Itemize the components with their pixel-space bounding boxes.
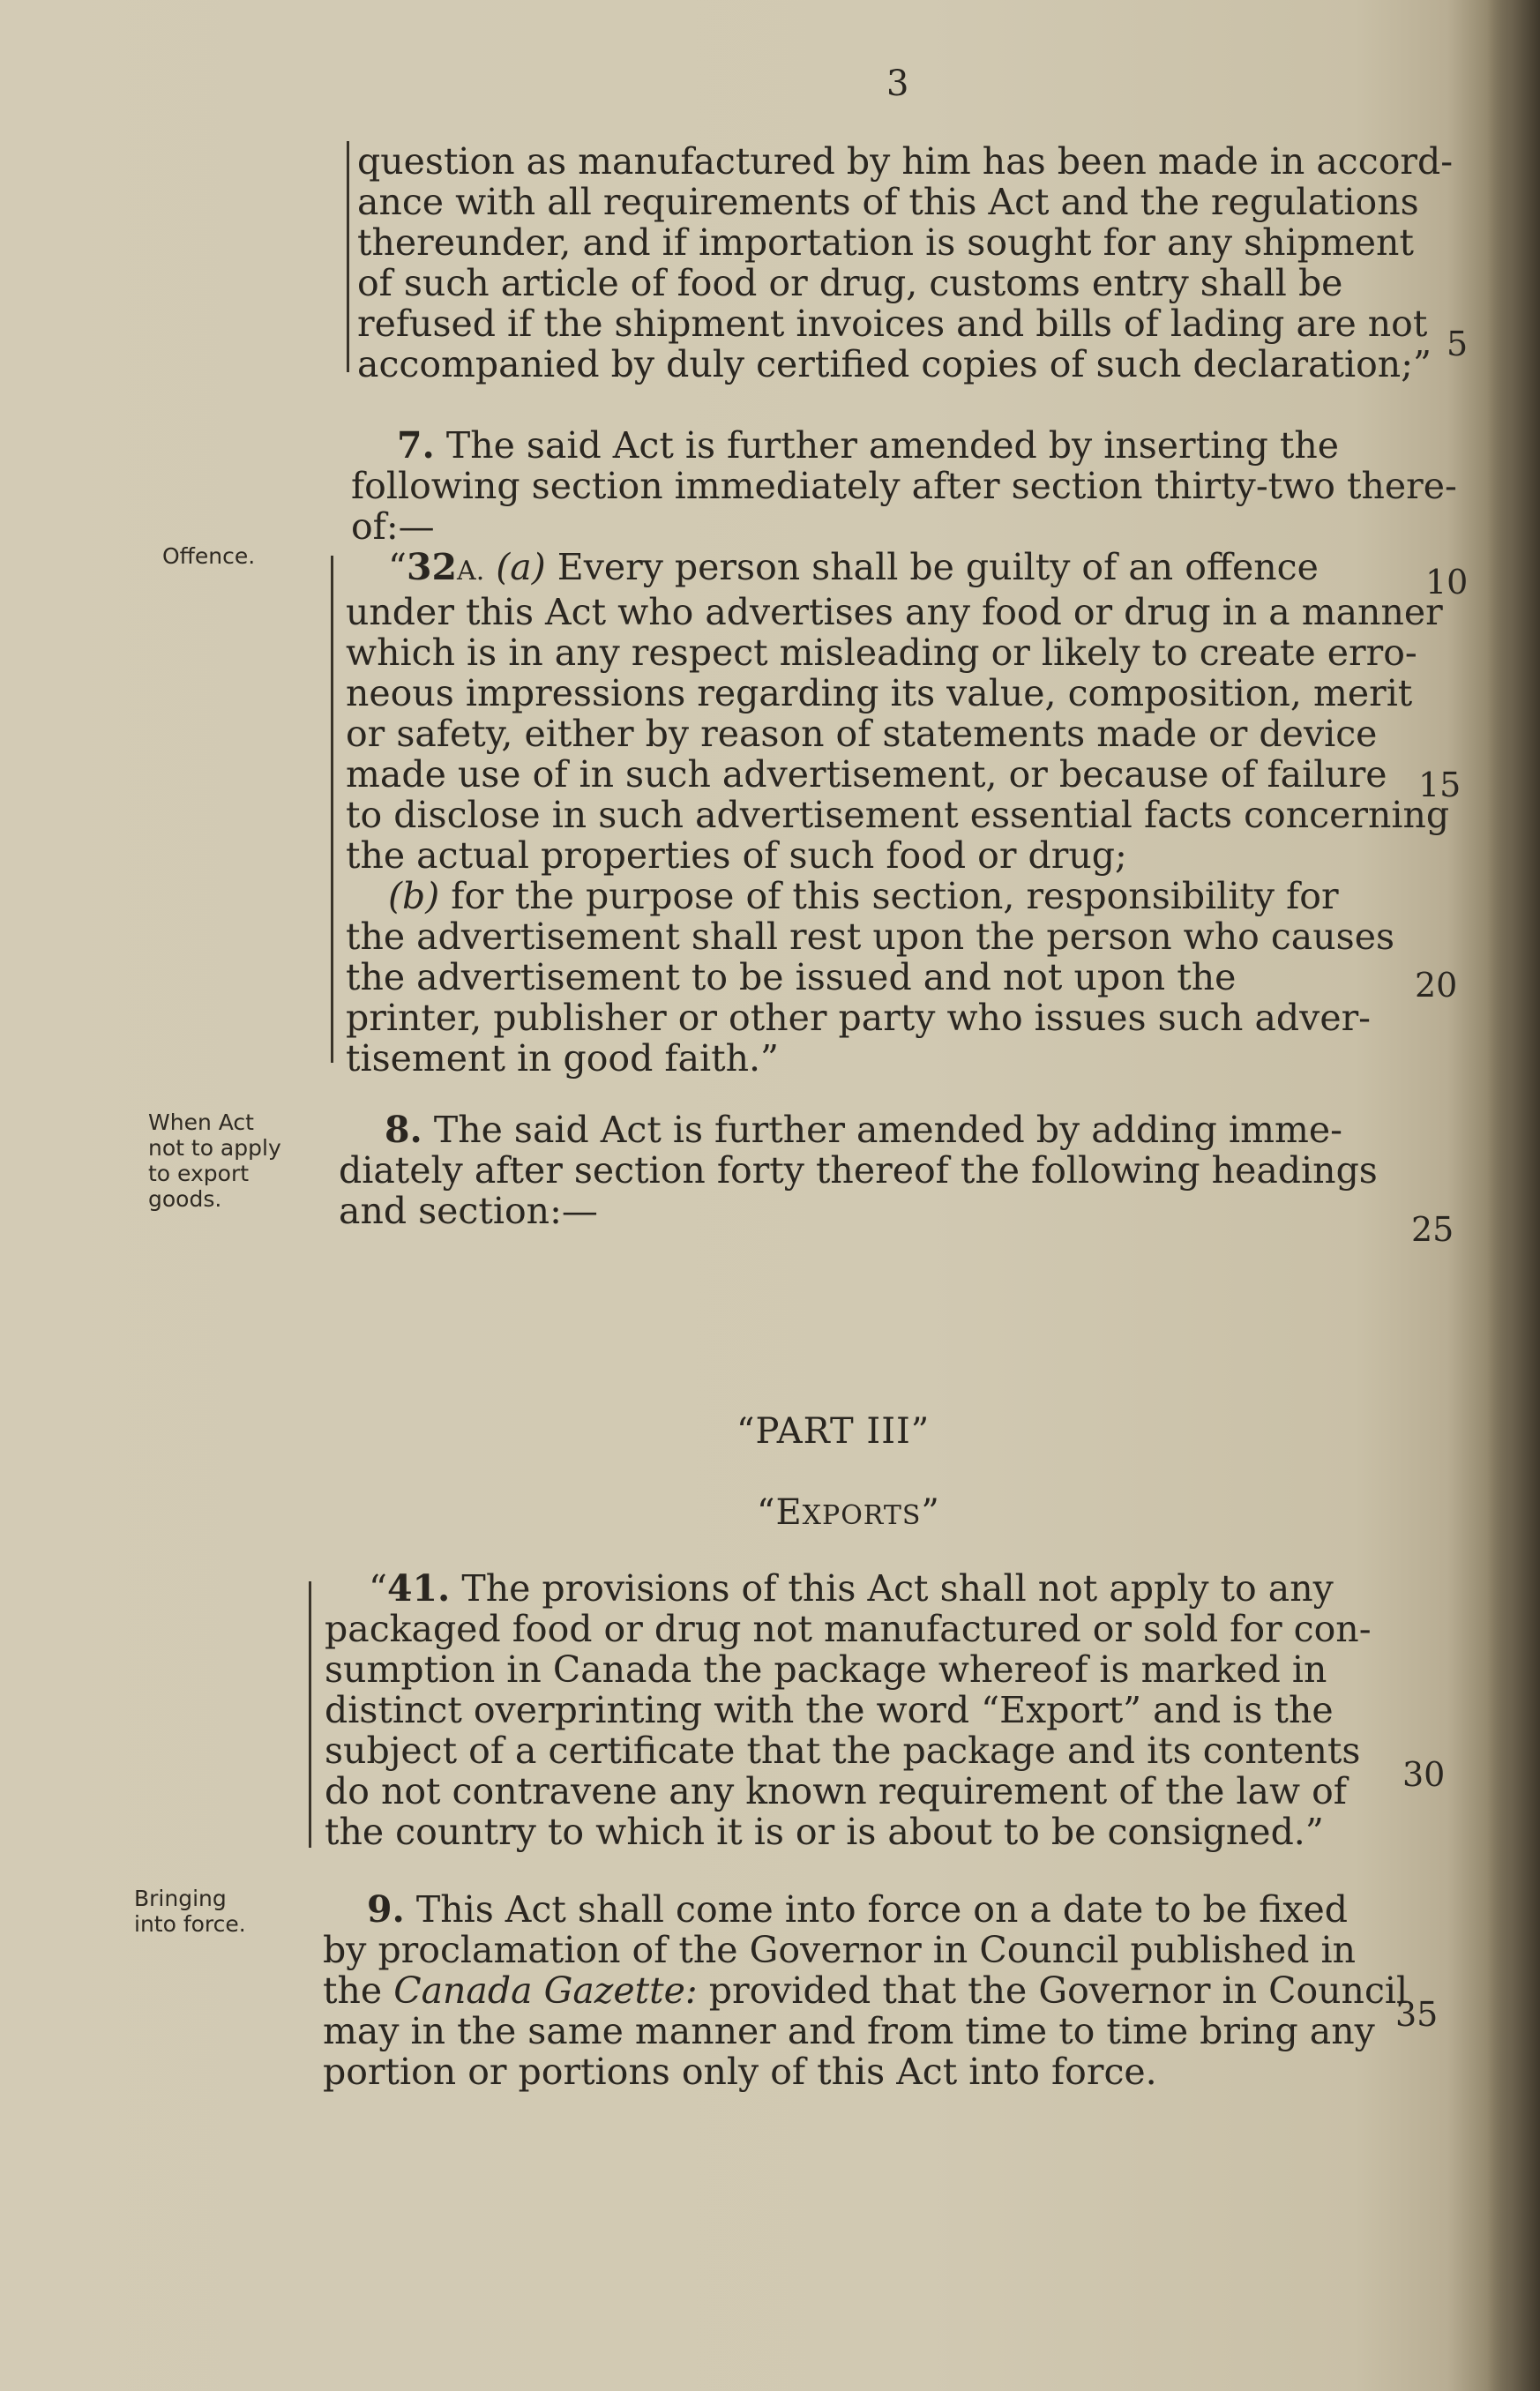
text-line: tisement in good faith.” [346,1037,779,1080]
clause-label: (a) [496,546,546,588]
line-number: 5 [1447,325,1469,363]
text-line [325,1568,1372,1609]
text-line: following section immediately after section thirty-two there- [351,465,1457,507]
text-span: the [323,1969,383,2012]
text-line: which is in any respect misleading or likely to create erro- [346,631,1417,674]
text-line [339,1110,1378,1150]
margin-note-line: into force. [134,1911,246,1937]
text-span: for the purpose of this section, responsibility for [451,875,1339,917]
section-8 [339,1110,1378,1231]
text-line [323,1889,1408,1930]
margin-note-offence: Offence. [162,543,256,569]
text-line: the advertisement to be issued and not upon the [346,956,1237,998]
page-number: 3 [886,64,909,104]
text-line: do not contravene any known requirement of the law of [325,1770,1347,1812]
text-line: may in the same manner and from time to time bring any [323,2010,1375,2052]
line-number: 20 [1415,966,1458,1005]
text-line: question as manufactured by him has been made in accord- [357,140,1454,183]
section-9 [323,1889,1408,2092]
text-line [351,425,1457,466]
paragraph-continued [357,141,1453,385]
margin-note-line: to export [148,1161,250,1186]
text-line: the actual properties of such food or drug; [346,834,1127,877]
section-suffix: A. [457,556,485,587]
section-number: 8. [385,1109,422,1151]
text-line: diately after section forty thereof the following headings [339,1149,1378,1192]
text-span: The said Act is further amended by adding imme- [433,1109,1342,1151]
revision-bar [331,556,333,1063]
text-line: subject of a certificate that the package and its contents [325,1730,1361,1772]
close-quote: ” [921,1492,940,1533]
book-spine-shadow [1487,0,1540,2391]
margin-note-force [134,1886,246,1937]
section-number: 9. [367,1888,405,1931]
line-number: 25 [1411,1210,1454,1249]
line-number: 30 [1402,1755,1446,1794]
revision-bar [309,1581,311,1848]
margin-note-line: When Act [148,1110,254,1135]
open-quote: “ [757,1492,776,1533]
text-span: provided that the Governor in Council [708,1969,1409,2012]
margin-note-line: not to apply [148,1135,281,1161]
text-span: This Act shall come into force on a date to be fixed [415,1888,1349,1931]
margin-note-line: Bringing [134,1886,227,1911]
section-7 [351,425,1457,547]
text-line: to disclose in such advertisement essential facts concerning [346,794,1450,836]
text-line: portion or portions only of this Act into force. [323,2051,1157,2093]
section-number: 32 [406,546,458,588]
text-line [323,1970,1408,2011]
text-line: the country to which it is or is about to be consigned.” [325,1811,1324,1853]
line-number: 15 [1418,766,1462,804]
margin-note-export [148,1110,281,1212]
open-quote: “ [388,546,407,588]
gazette-title: Canada Gazette: [393,1969,698,2012]
text-line: printer, publisher or other party who issues such adver- [346,997,1372,1039]
text-line: by proclamation of the Governor in Council published in [323,1929,1357,1971]
open-quote: “ [369,1567,387,1610]
text-line: the advertisement shall rest upon the person who causes [346,915,1394,958]
text-line [346,876,1449,916]
text-line: and section:— [339,1190,598,1232]
exports-heading [757,1492,940,1533]
section-32a [346,547,1449,1079]
text-line: sumption in Canada the package whereof is marked in [325,1648,1327,1691]
text-line: neous impressions regarding its value, composition, merit [346,672,1413,714]
clause-label: (b) [388,875,440,917]
revision-bar [347,141,349,372]
part-heading: “PART III” [736,1411,931,1452]
text-line: ance with all requirements of this Act and the regulations [357,181,1419,223]
text-line: accompanied by duly certified copies of such declaration;” [357,343,1432,385]
text-line: under this Act who advertises any food or drug in a manner [346,591,1443,633]
section-41 [325,1568,1372,1852]
margin-note-line: goods. [148,1186,222,1212]
section-number: 7. [397,424,435,467]
line-number: 35 [1395,1995,1439,2034]
section-number: 41. [386,1567,451,1610]
text-line: made use of in such advertisement, or because of failure [346,753,1387,796]
text-span: The said Act is further amended by inserting the [445,424,1340,467]
heading-capital: E [775,1492,803,1533]
text-line: packaged food or drug not manufactured or sold for con- [325,1608,1372,1650]
text-line: of such article of food or drug, customs entry shall be [357,262,1343,304]
heading-rest: XPORTS [802,1500,922,1531]
text-span: Every person shall be guilty of an offence [557,546,1319,588]
text-line: of:— [351,505,435,548]
text-line: distinct overprinting with the word “Export” and is the [325,1689,1334,1731]
text-line: thereunder, and if importation is sought for any shipment [357,221,1414,264]
line-number: 10 [1425,563,1469,601]
text-line [346,547,1449,592]
text-line: refused if the shipment invoices and bills of lading are not [357,303,1428,345]
text-span: The provisions of this Act shall not apply to any [461,1567,1334,1610]
text-line: or safety, either by reason of statements made or device [346,713,1378,755]
